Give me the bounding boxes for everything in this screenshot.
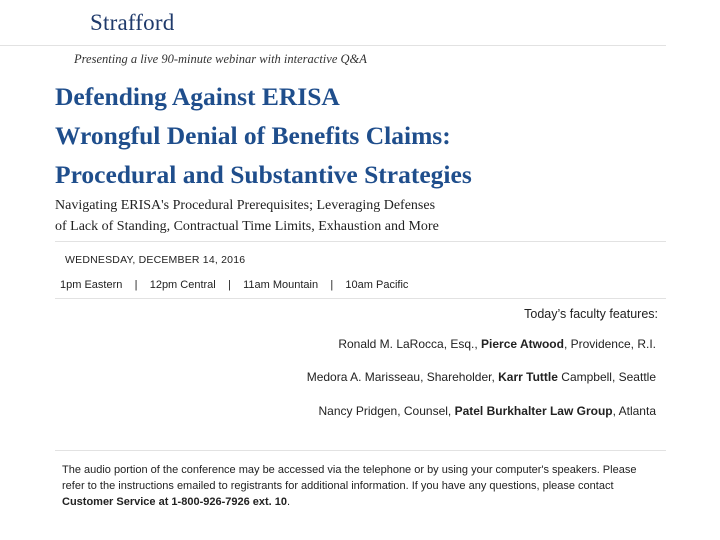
faculty-firm: Karr Tuttle xyxy=(498,370,558,384)
time-separator: | xyxy=(134,279,138,291)
faculty-member xyxy=(307,370,656,384)
webinar-date: WEDNESDAY, DECEMBER 14, 2016 xyxy=(65,254,246,266)
time-separator: | xyxy=(227,279,231,291)
faculty-name: Medora A. Marisseau, Shareholder, xyxy=(306,370,499,384)
divider xyxy=(55,298,666,299)
time-central: 12pm Central xyxy=(149,279,216,291)
faculty-heading: Today’s faculty features: xyxy=(524,307,658,321)
time-mountain: 11am Mountain xyxy=(243,279,319,291)
audio-notice xyxy=(62,462,662,510)
customer-service-contact: Customer Service at 1-800-926-7926 ext. 10 xyxy=(62,496,288,508)
faculty-name: Ronald M. LaRocca, Esq., xyxy=(338,337,482,351)
faculty-location: , Providence, R.I. xyxy=(563,337,656,351)
time-separator: | xyxy=(330,279,334,291)
subtitle-line-2: of Lack of Standing, Contractual Time Limits, Exhaustion and More xyxy=(55,219,439,234)
header-divider xyxy=(0,45,666,46)
title-line-2: Wrongful Denial of Benefits Claims: xyxy=(55,121,451,150)
title-line-1: Defending Against ERISA xyxy=(55,82,340,111)
subtitle-line-1: Navigating ERISA's Procedural Prerequisites; Leveraging Defenses xyxy=(55,198,436,213)
faculty-location: Campbell, Seattle xyxy=(557,370,656,384)
tagline: Presenting a live 90-minute webinar with interactive Q&A xyxy=(74,52,367,66)
time-eastern: 1pm Eastern xyxy=(60,279,123,291)
notice-text: The audio portion of the conference may be accessed via the telephone or by using your computer's speakers. Please refer to the instructions emailed to registrants for additional information. If you have any questions, please contact xyxy=(62,464,637,492)
notice-end: . xyxy=(287,496,291,508)
title-line-3: Procedural and Substantive Strategies xyxy=(55,160,472,189)
brand-logo: Strafford xyxy=(90,10,175,35)
divider xyxy=(55,241,666,242)
faculty-name: Nancy Pridgen, Counsel, xyxy=(318,404,455,418)
faculty-firm: Pierce Atwood xyxy=(481,337,564,351)
faculty-member xyxy=(338,337,656,351)
faculty-member xyxy=(319,404,657,418)
webinar-times xyxy=(60,279,408,291)
time-pacific: 10am Pacific xyxy=(345,279,409,291)
divider xyxy=(55,450,666,451)
faculty-location: , Atlanta xyxy=(612,404,656,418)
faculty-firm: Patel Burkhalter Law Group xyxy=(454,404,613,418)
